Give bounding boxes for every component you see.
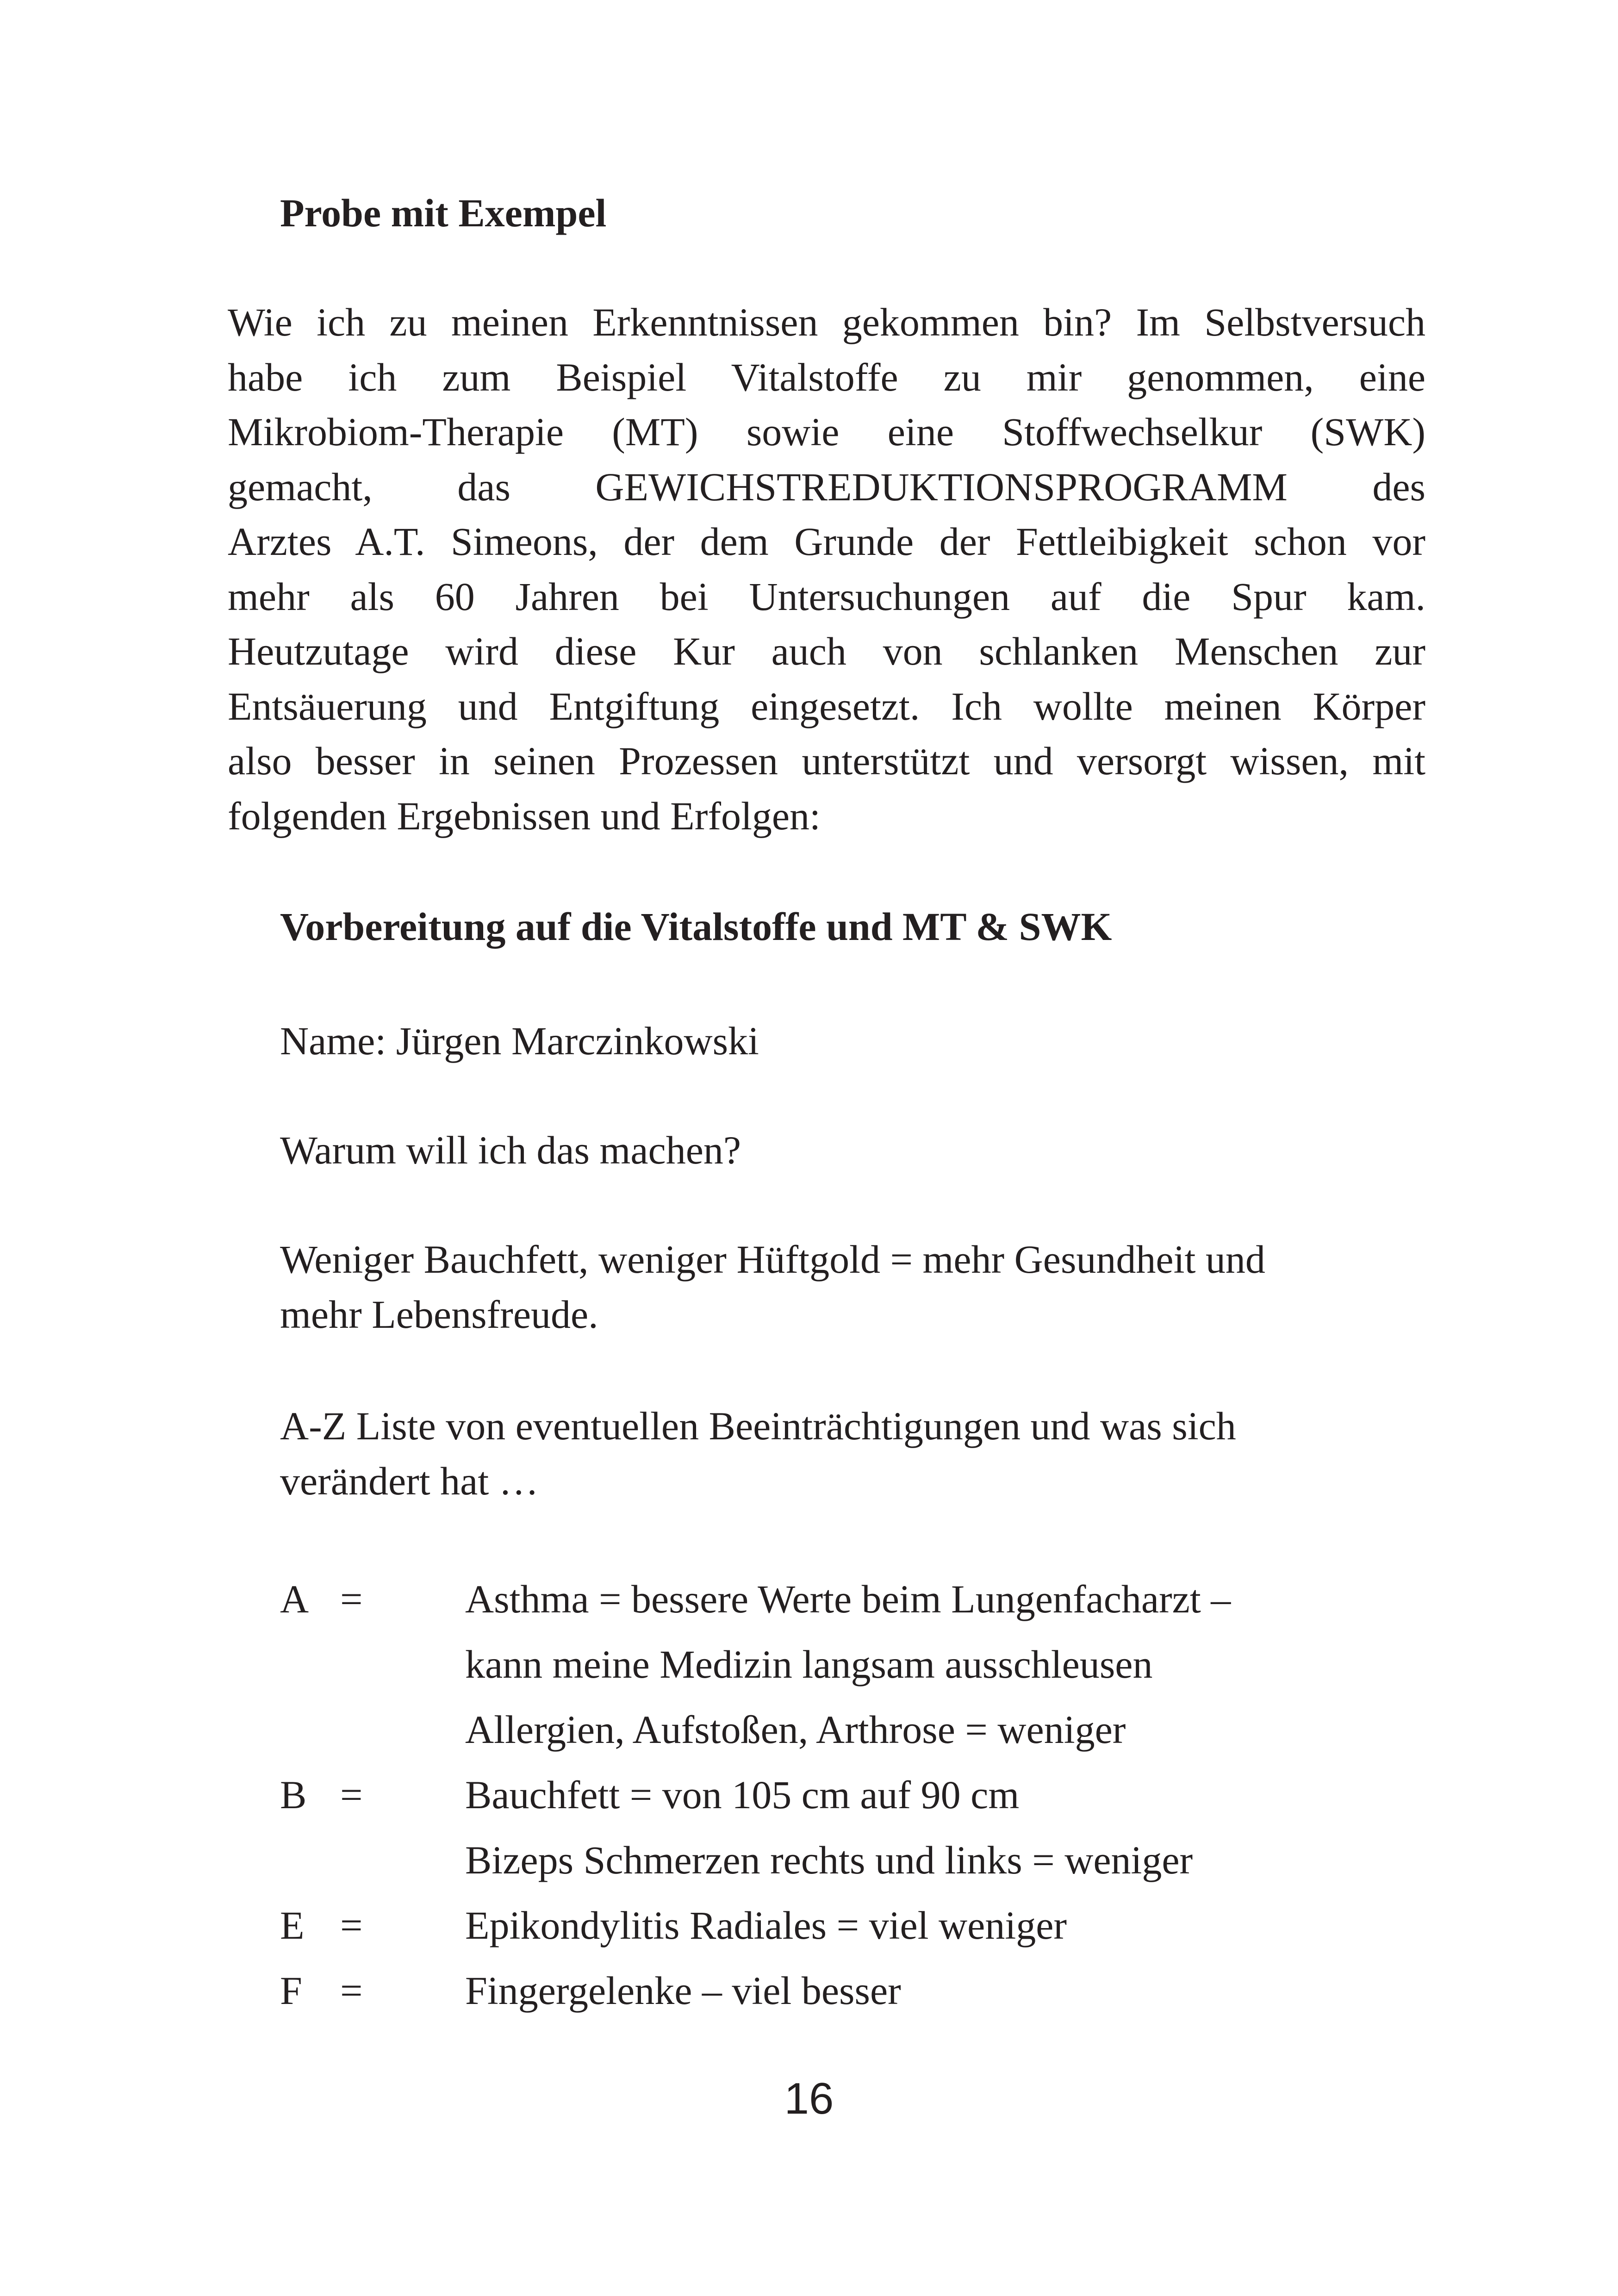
az-text: Allergien, Aufstoßen, Arthrose = weniger bbox=[465, 1707, 1126, 1752]
az-equals bbox=[340, 1697, 465, 1762]
answer-line: mehr Lebensfreude. bbox=[280, 1292, 598, 1337]
az-equals: = bbox=[340, 1968, 363, 2013]
list-intro-line: A-Z Liste von eventuellen Beeinträchtigungen und was sich bbox=[280, 1404, 1236, 1448]
intro-line: also besser in seinen Prozessen unterstützt und versorgt wissen, mit bbox=[228, 739, 1425, 783]
intro-line: habe ich zum Beispiel Vitalstoffe zu mir genommen, eine bbox=[228, 355, 1425, 399]
az-letter: A bbox=[280, 1577, 309, 1621]
az-letter: E bbox=[280, 1903, 305, 1948]
heading-vorbereitung: Vorbereitung auf die Vitalstoffe und MT & SWK bbox=[280, 904, 1112, 949]
heading-probe-mit-exempel: Probe mit Exempel bbox=[280, 191, 607, 235]
page-number: 16 bbox=[784, 2074, 834, 2123]
az-letter: F bbox=[280, 1968, 302, 2013]
intro-line: gemacht, das GEWICHSTREDUKTIONSPROGRAMM des bbox=[228, 464, 1425, 509]
list-intro-line: verändert hat … bbox=[280, 1458, 539, 1503]
az-equals: = bbox=[340, 1577, 363, 1621]
question-line bbox=[280, 1123, 741, 1178]
az-row bbox=[280, 1632, 1391, 1697]
az-text: Bauchfett = von 105 cm auf 90 cm bbox=[465, 1773, 1020, 1817]
intro-line: Entsäuerung und Entgiftung eingesetzt. Ich wollte meinen Körper bbox=[228, 684, 1425, 728]
az-letter: B bbox=[280, 1773, 307, 1817]
az-equals: = bbox=[340, 1903, 363, 1948]
intro-line: folgenden Ergebnissen und Erfolgen: bbox=[228, 793, 821, 838]
az-letter bbox=[280, 1828, 340, 1893]
az-row bbox=[280, 1567, 1391, 1632]
az-text: Asthma = bessere Werte beim Lungenfacharzt – bbox=[465, 1577, 1231, 1621]
intro-line: Heutzutage wird diese Kur auch von schlanken Menschen zur bbox=[228, 629, 1425, 673]
intro-line: mehr als 60 Jahren bei Untersuchungen auf die Spur kam. bbox=[228, 574, 1425, 619]
name-line bbox=[280, 1014, 759, 1069]
name-text: Name: Jürgen Marczinkowski bbox=[280, 1019, 759, 1063]
az-text: kann meine Medizin langsam ausschleusen bbox=[465, 1642, 1153, 1686]
az-letter bbox=[280, 1632, 340, 1697]
az-row bbox=[280, 1958, 1391, 2023]
list-intro-paragraph bbox=[280, 1399, 1236, 1508]
az-equals bbox=[340, 1828, 465, 1893]
intro-line: Mikrobiom-Therapie (MT) sowie eine Stoffwechselkur (SWK) bbox=[228, 410, 1425, 454]
az-list bbox=[280, 1567, 1391, 2023]
answer-line: Weniger Bauchfett, weniger Hüftgold = mehr Gesundheit und bbox=[280, 1237, 1265, 1282]
az-text: Bizeps Schmerzen rechts und links = weniger bbox=[465, 1838, 1193, 1882]
az-text: Epikondylitis Radiales = viel weniger bbox=[465, 1903, 1067, 1948]
az-row bbox=[280, 1762, 1391, 1828]
az-equals: = bbox=[340, 1773, 363, 1817]
az-letter bbox=[280, 1697, 340, 1762]
az-equals bbox=[340, 1632, 465, 1697]
intro-paragraph bbox=[228, 295, 1425, 843]
intro-line: Arztes A.T. Simeons, der dem Grunde der Fettleibigkeit schon vor bbox=[228, 519, 1425, 564]
az-row bbox=[280, 1893, 1391, 1958]
az-row bbox=[280, 1828, 1391, 1893]
answer-paragraph bbox=[280, 1232, 1265, 1342]
az-row bbox=[280, 1697, 1391, 1762]
intro-line: Wie ich zu meinen Erkenntnissen gekommen bin? Im Selbstversuch bbox=[228, 300, 1425, 344]
az-text: Fingergelenke – viel besser bbox=[465, 1968, 901, 2013]
question-text: Warum will ich das machen? bbox=[280, 1128, 741, 1172]
